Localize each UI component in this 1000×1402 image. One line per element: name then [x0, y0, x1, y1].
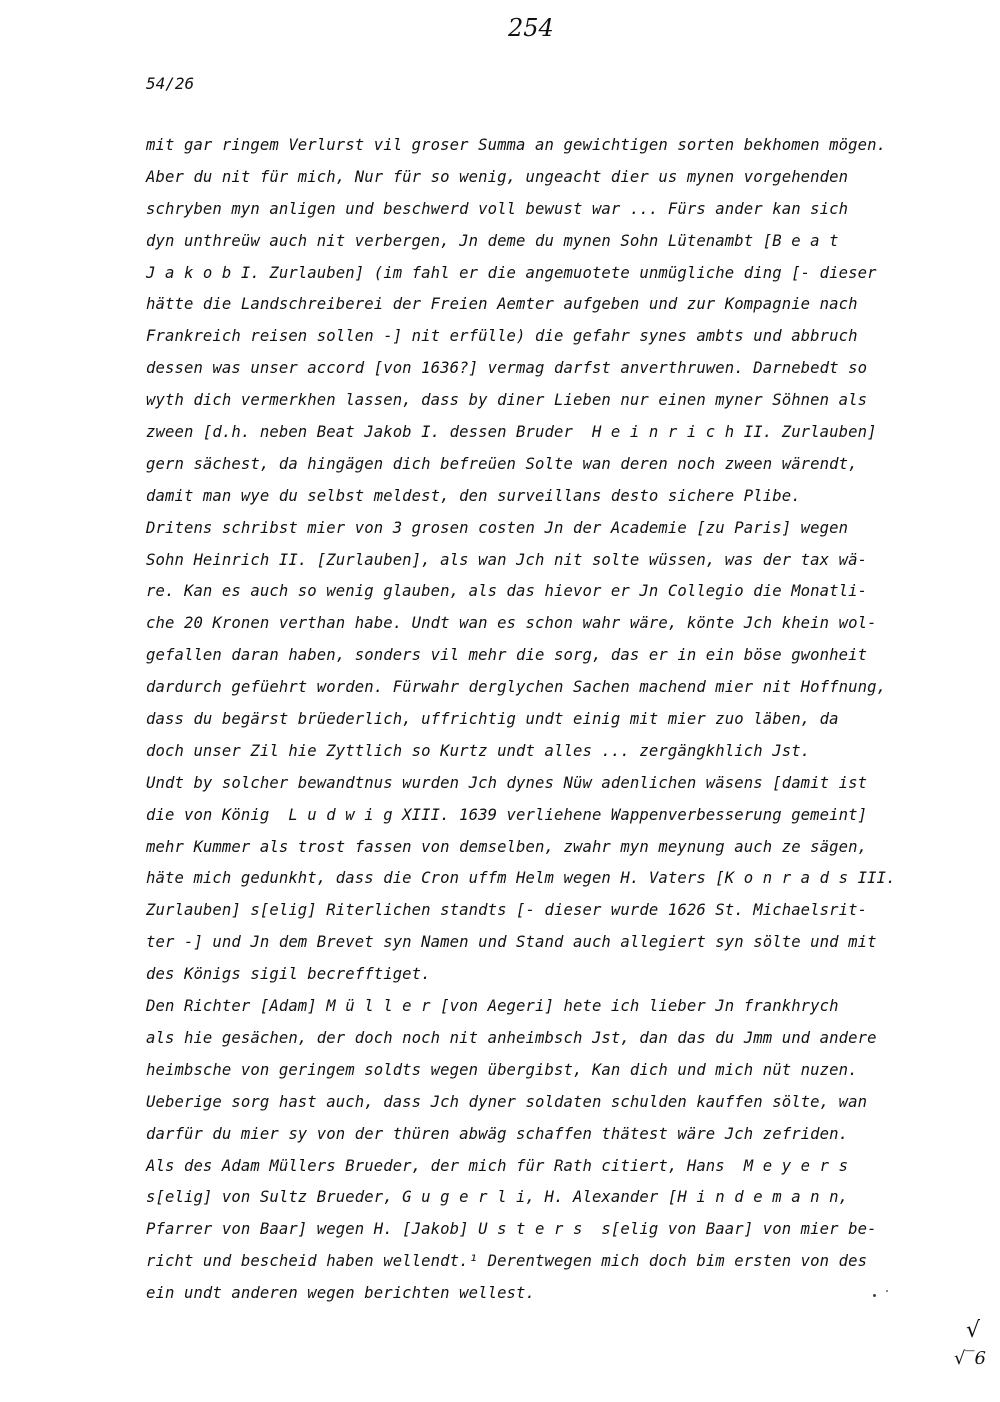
text-line: als hie gesächen, der doch noch nit anheimbsch Jst, dan das du Jmm und andere [146, 1028, 877, 1047]
text-line: Undt by solcher bewandtnus wurden Jch dynes Nüw adenlichen wäsens [damit ist [146, 773, 868, 792]
text-line: Sohn Heinrich II. [Zurlauben], als wan Jch nit solte wüssen, was der tax wä- [146, 550, 868, 569]
text-line: die von König L u d w i g XIII. 1639 verliehene Wappenverbesserung gemeint] [146, 805, 868, 824]
text-line: Pfarrer von Baar] wegen H. [Jakob] U s t e r s s[elig von Baar] von mier be- [146, 1220, 877, 1239]
text-line: Zurlauben] s[elig] Riterlichen standts [- dieser wurde 1626 St. Michaelsrit- [146, 901, 868, 920]
text-line: dass du begärst brüederlich, uffrichtig undt einig mit mier zuo läben, da [146, 710, 839, 729]
text-line: doch unser Zil hie Zyttlich so Kurtz undt alles ... zergängkhlich Jst. [146, 741, 811, 760]
text-line: dyn unthreüw auch nit verbergen, Jn deme du mynen Sohn Lütenambt [B e a t [146, 231, 839, 250]
text-line: mit gar ringem Verlurst vil groser Summa an gewichtigen sorten bekhomen mögen. [146, 136, 887, 154]
text-line: mehr Kummer als trost fassen von demselben, zwahr myn meynung auch ze sägen, [146, 837, 868, 856]
text-line: schryben myn anligen und beschwerd voll bewust war ... Fürs ander kan sich [146, 199, 849, 218]
text-line: Aber du nit für mich, Nur für so wenig, ungeacht dier us mynen vorgehenden [146, 167, 849, 186]
text-line: richt und bescheid haben wellendt.¹ Derentwegen mich doch bim ersten von des [146, 1252, 868, 1271]
text-line: dessen was unser accord [von 1636?] vermag darfst anverthruwen. Darnebedt so [146, 359, 868, 378]
text-line: gern sächest, da hingägen dich befreüen Solte wan deren noch zween wärendt, [146, 454, 858, 473]
text-line: des Königs sigil becrefftiget. [146, 965, 431, 984]
checkmark-icon: √ [966, 1318, 981, 1343]
text-line: Als des Adam Müllers Brueder, der mich für Rath citiert, Hans M e y e r s [146, 1156, 849, 1175]
document-body [146, 130, 946, 1310]
text-line: zween [d.h. neben Beat Jakob I. dessen Bruder H e i n r i c h II. Zurlauben] [146, 423, 877, 442]
text-line: darfür du mier sy von der thüren abwäg schaffen thätest wäre Jch zefriden. [146, 1124, 849, 1143]
document-reference: 54/26 [146, 74, 195, 93]
text-line: J a k o b I. Zurlauben] (im fahl er die angemuotete unmügliche ding [- dieser [146, 263, 877, 282]
text-line: s[elig] von Sultz Brueder, G u g e r l i, H. Alexander [H i n d e m a n n, [146, 1188, 849, 1207]
text-line: che 20 Kronen verthan habe. Undt wan es schon wahr wäre, könte Jch khein wol- [146, 614, 877, 633]
text-line: Frankreich reisen sollen -] nit erfülle) die gefahr synes ambts und abbruch [146, 327, 858, 346]
text-line: ter -] und Jn dem Brevet syn Namen und Stand auch allegiert syn sölte und mit [146, 933, 877, 952]
ink-speck [873, 1294, 876, 1297]
text-line: häte mich gedunkht, dass die Cron uffm Helm wegen H. Vaters [K o n r a d s III. [146, 869, 896, 888]
text-line: ein undt anderen wegen berichten wellest. [146, 1284, 536, 1303]
text-line: Ueberige sorg hast auch, dass Jch dyner soldaten schulden kauffen sölte, wan [146, 1092, 868, 1111]
text-line: gefallen daran haben, sonders vil mehr die sorg, das er in ein böse gwonheit [146, 646, 868, 665]
ink-speck [886, 1290, 888, 1292]
page-number: 254 [508, 14, 554, 42]
text-line: wyth dich vermerkhen lassen, dass by diner Lieben nur einen myner Söhnen als [146, 391, 868, 410]
checkmark-icon: √‾6 [954, 1348, 986, 1369]
text-line: heimbsche von geringem soldts wegen übergibst, Kan dich und mich nüt nuzen. [146, 1060, 858, 1079]
text-line: Den Richter [Adam] M ü l l e r [von Aegeri] hete ich lieber Jn frankhrych [146, 997, 839, 1016]
text-line: dardurch gefüehrt worden. Fürwahr derglychen Sachen machend mier nit Hoffnung, [146, 678, 887, 697]
text-line: hätte die Landschreiberei der Freien Aemter aufgeben und zur Kompagnie nach [146, 295, 858, 314]
text-line: damit man wye du selbst meldest, den surveillans desto sichere Plibe. [146, 486, 801, 505]
text-line: re. Kan es auch so wenig glauben, als das hievor er Jn Collegio die Monatli- [146, 582, 868, 601]
text-line: Dritens schribst mier von 3 grosen costen Jn der Academie [zu Paris] wegen [146, 518, 849, 537]
